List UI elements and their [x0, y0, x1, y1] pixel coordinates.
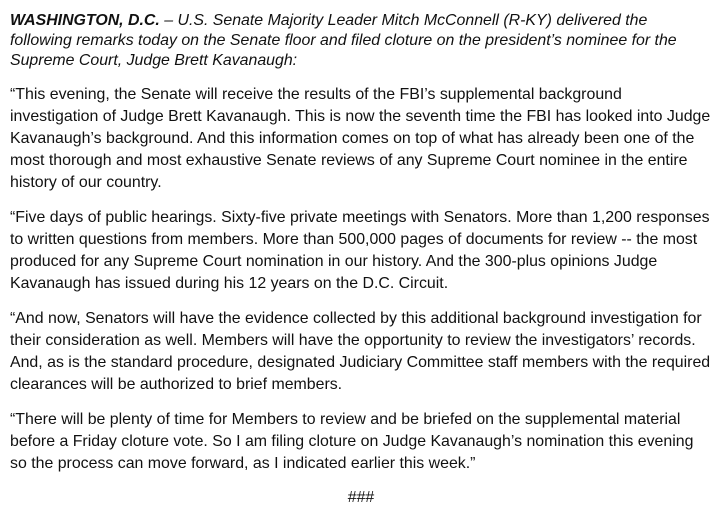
quote-paragraph-2: “Five days of public hearings. Sixty-five private meetings with Senators. More than 1,200 responses to written questions from members. More than 500,000 pages of documents for review -- the most produced for any Supreme Court nomination in our history. And the 300-plus opinions Judge Kavanaugh has issued during his 12 years on the D.C. Circuit. [10, 209, 710, 292]
quote-paragraph-3: “And now, Senators will have the evidence collected by this additional background investigation for their consideration as well. Members will have the opportunity to review the investigators’ records. And, as is the standard procedure, designated Judiciary Committee staff members with the required clearances will be authorized to brief members. [10, 310, 711, 393]
dateline-lead: – U.S. Senate Majority Leader Mitch McConnell (R-KY) delivered the following remarks today on the Senate floor and filed cloture on the president’s nominee for the Supreme Court, Judge Brett Kavanaugh: [10, 12, 677, 69]
press-release [10, 11, 712, 508]
quote-paragraph-1: “This evening, the Senate will receive the results of the FBI’s supplemental background investigation of Judge Brett Kavanaugh. This is now the seventh time the FBI has looked into Judge Kavanaugh’s background. And this information comes on top of what has already been one of the most thorough and most exhaustive Senate reviews of any Supreme Court nominee in the entire history of our country. [10, 86, 711, 191]
quote-paragraph-4: “There will be plenty of time for Members to review and be briefed on the supplemental material before a Friday cloture vote. So I am filing cloture on Judge Kavanaugh’s nomination this evening so the process can move forward, as I indicated earlier this week.” [10, 411, 694, 472]
dateline-place: WASHINGTON, D.C. [10, 12, 160, 29]
end-mark: ### [347, 489, 375, 506]
dateline [10, 11, 712, 71]
